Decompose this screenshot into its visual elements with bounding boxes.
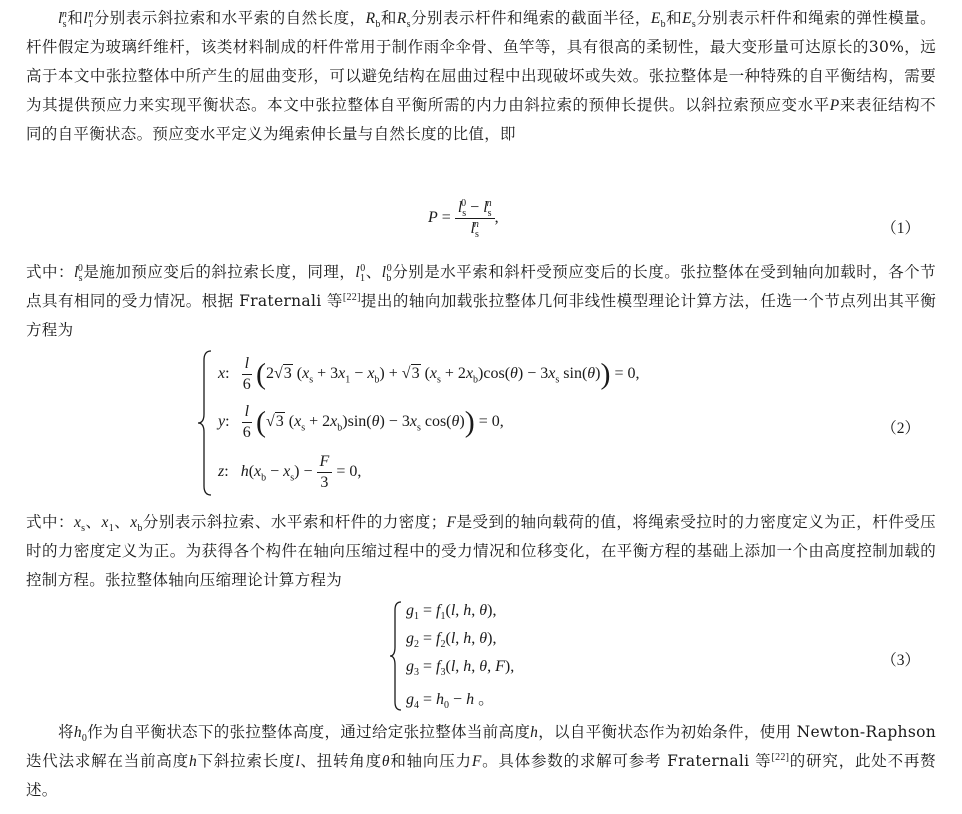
equation-3-g2: $g_2 = f_2(l$, h, θ),	[406, 630, 497, 651]
equation-1: P = $\frac{l_s^0 - l_s^n}{l_s^n}$ ,	[428, 197, 499, 241]
equation-3-g3: $g_3 = f_3(l$, h, θ, F),	[406, 658, 515, 679]
equation-2-x: x: $\frac{l}{6}$ (2√3 $(x_s + 3x_1 - x_b) + √3$ $(x_s + 2x_b)\cos(\theta) - 3x_s$ sin(θ)) = 0,	[218, 355, 640, 393]
paragraph-4: 将$h_0$作为自平衡状态下的张拉整体高度，通过给定张拉整体当前高度h，以自平衡状态作为初始条件，使用 Newton-Raphson 迭代法求解在当前高度h下斜拉索长度l、扭转角度θ和轴向压力F。具体参数的求解可参考 Fraternali 等[22]的研究，此处不再赘述。	[26, 723, 937, 799]
equation-3	[388, 600, 608, 712]
paragraph-2: 式中：$l_s^0$是施加预应变后的斜拉索长度，同理，$l_1^0$、$l_b^0$分别是水平索和斜杆受预应变后的长度。张拉整体在受到轴向加载时，各个节点具有相同的受力情况。根据 Fraternali 等[22]提出的轴向加载张拉整体几何非线性模型理论计算方法，任选一个节点列出其平衡方程为	[26, 262, 936, 339]
equation-3-number: （3）	[881, 652, 920, 669]
equation-3-g1: $g_1 = f_1(l$, h, θ),	[406, 602, 497, 623]
equation-2-y: y: $\frac{l}{6}$ (√3 $(x_s + 2x_b)\sin(\theta) - 3x_s$ cos(θ)) = 0,	[218, 403, 504, 441]
paragraph-3: 式中：$x_s$、$x_1$、$x_b$分别表示斜拉索、水平索和杆件的力密度；F是受到的轴向载荷的值，将绳索受拉时的力密度定义为正，杆件受压时的力密度定义为正。为获得各个构件在轴向压缩过程中的受力情况和位移变化，在平衡方程的基础上添加一个由高度控制加载的控制方程。张拉整体轴向压缩理论计算方程为	[26, 513, 936, 589]
equation-1-number: （1）	[881, 220, 920, 237]
equation-3-g4: $g_4 = h_0 - h$ 。	[406, 691, 495, 712]
equation-2-number: （2）	[881, 420, 920, 437]
equation-2-z: z: $h(x_b - x_s)$ − $\frac{F}{3}$ = 0,	[218, 453, 362, 491]
left-brace	[388, 600, 404, 712]
left-brace	[196, 348, 214, 498]
equation-2	[196, 348, 756, 498]
paragraph-1: $l_s^n$和$l_1^n$分别表示斜拉索和水平索的自然长度，$R_b$和$R_s$分别表示杆件和绳索的截面半径，$E_b$和$E_s$分别表示杆件和绳索的弹性模量。杆件假定为玻璃纤维杆，该类材料制成的杆件常用于制作雨伞伞骨、鱼竿等，具有很高的柔韧性，最大变形量可达原长的30%，远高于本文中张拉整体中所产生的屈曲变形，可以避免结构在屈曲过程中出现破坏或失效。张拉整体是一种特殊的自平衡结构，需要为其提供预应力来实现平衡状态。本文中张拉整体自平衡所需的内力由斜拉索的预伸长提供。以斜拉索预应变水平P来表征结构不同的自平衡状态。预应变水平定义为绳索伸长量与自然长度的比值，即	[26, 8, 936, 143]
